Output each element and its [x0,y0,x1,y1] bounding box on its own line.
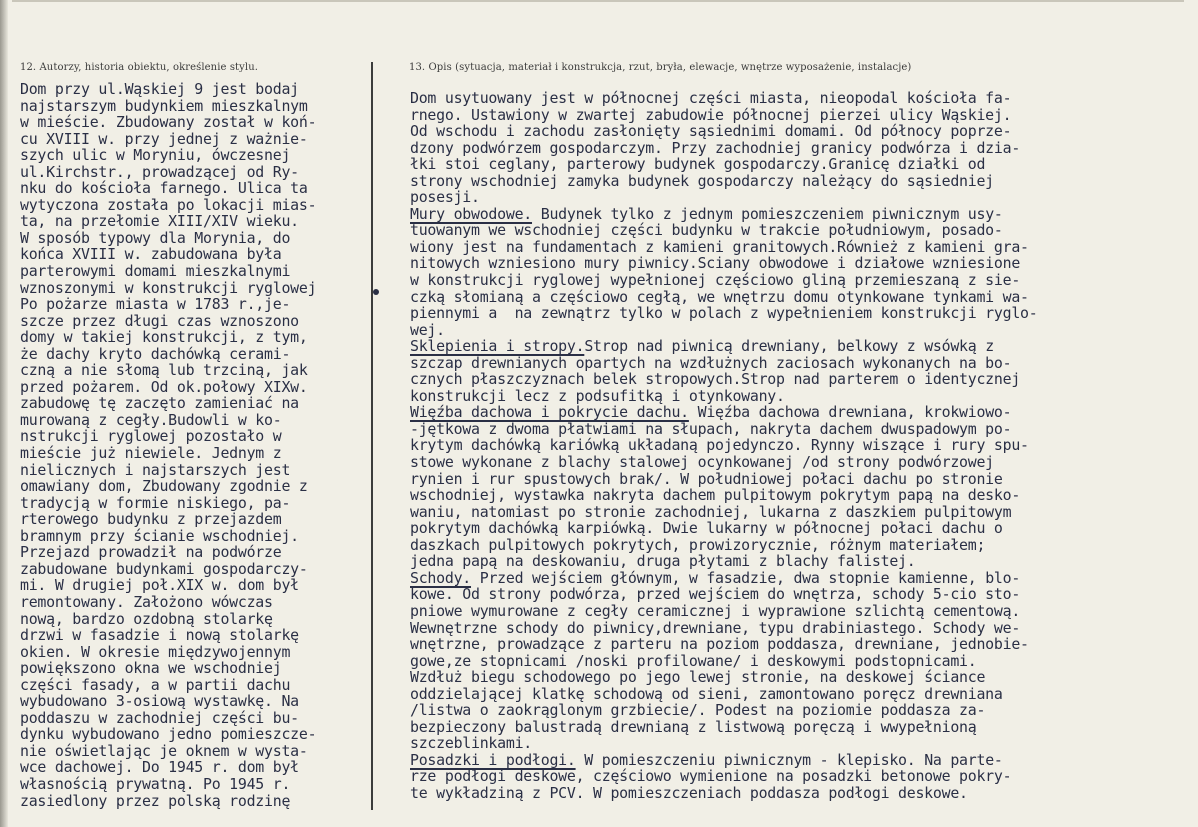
text-line: oddzielającej klatkę schodową od sieni, zamontowano poręcz drewniana [410,684,1003,703]
text-line: daszkach pulpitowych pokrytych, prowizorycznie, różnym materiałem; [410,535,986,554]
text-line: posesji. [410,188,480,207]
text-line: w konstrukcji ryglowej wypełnionej częściowo gliną przemieszaną z sie- [410,271,1021,290]
text-line: rynien i rur spustowych brak/. W południowej połaci dachu po stronie [410,469,1003,488]
text-line: Dom usytuowany jest w północnej części miasta, nieopodal kościoła fa- [410,89,1012,107]
text-line: wej. [410,320,445,339]
text-line: pokrytym dachówką karpiówką. Dwie lukarny w północnej połaci dachu o [410,519,1003,538]
text-line: nielicznych i najstarszych jest [20,460,291,479]
description-column [410,90,1190,802]
text-line: nową, bardzo ozdobną stolarkę [20,609,273,628]
text-line-rest: Więźba dachowa drewniana, krokwiowo- [688,403,1012,422]
text-line: wznoszonymi w konstrukcji ryglowej [20,278,317,297]
text-line: wytyczona została po lokacji mias- [20,195,317,214]
text-line: rnego. Ustawiony w zwartej zabudowie północnej pierzei ulicy Wąskiej. [410,105,1012,124]
text-line: rze podłogi deskowe, częściowo wymienione na posadzki betonowe pokry- [410,767,1012,786]
text-line: nstrukcji ryglowej pozostało w [20,427,282,446]
text-line: szczap drewnianych opartych na wzdłużnych zaciosach wykonanych na bo- [410,353,1012,372]
text-line: własnością prywatną. Po 1945 r. [20,774,291,793]
text-line: cu XVIII w. przy jednej z ważnie- [20,129,308,148]
text-line [410,752,1190,769]
text-line: bezpieczony balustradą drewnianą z listwową poręczą i wwypełnioną [410,717,977,736]
text-line: mieście już niewiele. Jednym z [20,444,282,463]
text-line: Wzdłuż biegu schodowego po jego lewej stronie, na deskowej ściance [410,668,986,687]
text-line: ul.Kirchstr., prowadzącej od Ry- [20,162,299,181]
text-line: powiększono okna we wschodniej [20,659,282,678]
text-line: murowaną z cegły.Budowli w ko- [20,410,282,429]
text-line: mi. W drugiej poł.XIX w. dom był [20,576,299,595]
text-line: domy w takiej konstrukcji, z tym, [20,328,308,347]
text-line-rest: Przed wejściem głównym, w fasadzie, dwa stopnie kamienne, blo- [471,568,1021,587]
text-line: ta, na przełomie XIII/XIV wieku. [20,212,299,231]
text-line: bramnym przy ścianie wschodniej. [20,526,299,545]
text-line: końca XVIII w. zabudowana była [20,245,282,264]
text-line: zasiedlony przez polską rodzinę [20,791,291,810]
text-line: omawiany dom, Zbudowany zgodnie z [20,477,308,496]
text-line: wschodniej, wystawka nakryta dachem pulpitowym pokrytym papą na desko- [410,486,1021,505]
section-heading-posadzki: Posadzki i podłogi. [410,750,576,769]
text-line: dynku wybudowano jedno pomieszcze- [20,725,317,744]
top-rule [12,0,1184,2]
text-line: W sposób typowy dla Morynia, do [20,228,291,247]
text-line: /listwa o zaokrąglonym grzbiecie/. Podest na poziomie poddasza za- [410,701,986,720]
text-line: zabudowane budynkami gospodarczy- [20,559,308,578]
text-line: okien. W okresie międzywojennym [20,642,291,661]
page-edge-shadow [0,0,8,827]
text-line: czną a nie słomą lub trzciną, jak [20,361,308,380]
text-line: pniowe wymurowane z cegły ceramicznej i wyprawione szlichtą cementową. [410,601,1021,620]
text-line: tuowanym we wschodniej części budynku w trakcie południowym, posado- [410,221,1003,240]
text-line: zabudowę tę zaczęto zamieniać na [20,394,299,413]
text-line: części fasady, a w partii dachu [20,675,291,694]
text-line: jedna papą na deskowaniu, druga płytami z blachy falistej. [410,552,916,571]
history-column [20,81,368,809]
text-line: konstrukcji lecz z podsufitką i otynkowany. [410,386,785,405]
text-line: drzwi w fasadzie i nową stolarkę [20,626,299,645]
text-line: szych ulic w Moryniu, ówczesnej [20,146,291,165]
text-line: wybudowano 3-osiową wystawkę. Na [20,692,299,711]
text-line: wnętrzne, prowadzące z parteru na poziom poddasza, drewniane, jednobie- [410,635,1029,654]
text-line: gowe,ze stopnicami /noski profilowane/ i deskowymi podstopnicami. [410,651,977,670]
text-line: łki stoi ceglany, parterowy budynek gospodarczy.Granicę działki od [410,155,986,174]
text-line: -jętkowa z dwoma płatwiami na słupach, nakryta dachem dwuspadowym po- [410,419,1012,438]
text-line: te wykładziną z PCV. W pomieszczeniach poddasza podłogi deskowe. [410,783,968,802]
text-line: Po pożarze miasta w 1783 r.,je- [20,295,291,314]
text-line-rest: Strop nad piwnicą drewniany, belkowy z wsówką z [584,337,994,356]
text-line: nie oświetlając je oknem w wysta- [20,741,308,760]
text-line: Wewnętrzne schody do piwnicy,drewniane, typu drabiniastego. Schody we- [410,618,1021,637]
text-line: czką słomianą a częściowo cegłą, we wnętrzu domu otynkowane tynkami wa- [410,287,1029,306]
column-divider [371,62,373,810]
text-line: piennymi a na zewnątrz tylko w polach z wypełnieniem konstrukcji ryglo- [410,304,1038,323]
section-12-header: 12. Autorzy, historia obiektu, określenie stylu. [20,62,259,73]
text-line: nku do kościoła farnego. Ulica ta [20,179,308,198]
text-line [410,404,1190,421]
text-line [410,338,1190,355]
text-line-rest: Budynek tylko z jednym pomieszczeniem piwnicznym usy- [532,204,1003,223]
text-line: tradycją w formie niskiego, pa- [20,493,291,512]
section-heading-mury: Mury obwodowe. [410,204,533,223]
text-line [410,206,1190,223]
section-heading-sklepienia: Sklepienia i stropy. [410,337,585,356]
divider-mark [373,289,379,295]
text-line: rterowego budynku z przejazdem [20,510,282,529]
section-13-header: 13. Opis (sytuacja, materiał i konstrukcja, rzut, bryła, elewacje, wnętrze wyposażenie, instalacje) [409,62,912,73]
text-line: waniu, natomiast po stronie zachodniej, lukarna z daszkiem pulpitowym [410,502,1012,521]
text-line: kowe. Od strony podwórza, przed wejściem do wnętrza, schody 5-cio sto- [410,585,1021,604]
text-line: najstarszym budynkiem mieszkalnym [20,96,308,115]
text-line: przed pożarem. Od ok.połowy XIXw. [20,377,308,396]
text-line: Dom przy ul.Wąskiej 9 jest bodaj [20,80,299,98]
text-line: nitowych wzniesiono mury piwnicy.Sciany obwodowe i działowe wzniesione [410,254,1021,273]
text-line: poddaszu w zachodniej części bu- [20,708,299,727]
text-line: parterowymi domami mieszkalnymi [20,262,291,281]
text-line: krytym dachówką kariówką układaną pojedynczo. Rynny wiszące i rury spu- [410,436,1029,455]
text-line: wce dachowej. Do 1945 r. dom był [20,758,299,777]
text-line: wiony jest na fundamentach z kamieni granitowych.Również z kamieni gra- [410,237,1029,256]
text-line: cznych płaszczyznach belek stropowych.Strop nad parterem o identycznej [410,370,1021,389]
text-line: Od wschodu i zachodu zasłonięty sąsiednimi domami. Od północy poprze- [410,122,1012,141]
text-line: że dachy kryto dachówką cerami- [20,344,291,363]
text-line: Przejazd prowadził na podwórze [20,543,282,562]
section-heading-wiezba: Więźba dachowa i pokrycie dachu. [410,403,689,422]
text-line: szczeblinkami. [410,734,533,753]
section-heading-schody: Schody. [410,568,472,587]
text-line-rest: W pomieszczeniu piwnicznym - klepisko. Na parte- [575,750,1003,769]
text-line: stowe wykonane z blachy stalowej ocynkowanej /od strony podwórzowej [410,453,994,472]
text-line: remontowany. Założono wówczas [20,592,273,611]
text-line: strony wschodniej zamyka budynek gospodarczy należący do sąsiedniej [410,171,994,190]
text-line: dzony podwórzem gospodarczym. Przy zachodniej granicy podwórza i dzia- [410,138,1021,157]
text-line [410,570,1190,587]
text-line: szcze przez długi czas wznoszono [20,311,299,330]
text-line: w mieście. Zbudowany został w koń- [20,113,317,132]
